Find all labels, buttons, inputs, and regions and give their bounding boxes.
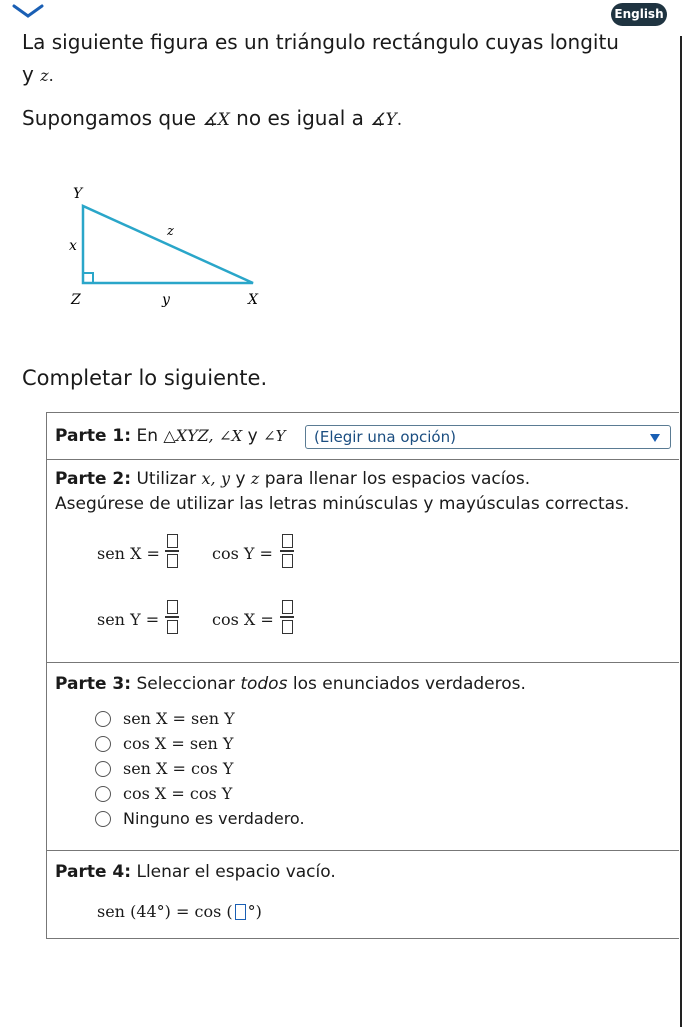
sen-y-fraction xyxy=(165,600,179,634)
part-4-title: Parte 4: xyxy=(55,862,132,882)
radio-circle[interactable] xyxy=(95,736,111,752)
vertex-label-Y: Y xyxy=(73,186,83,202)
option-label: sen X = cos Y xyxy=(123,759,234,778)
intro-period-2: . xyxy=(396,110,403,130)
intro-line-2 xyxy=(22,62,54,86)
vertex-label-X: X xyxy=(248,292,258,308)
part-3-text: Seleccionar xyxy=(136,674,235,694)
intro-angle-y: ∡Y xyxy=(370,110,397,130)
vertex-label-Z: Z xyxy=(71,292,81,308)
cos-x-numerator-box[interactable] xyxy=(282,600,293,614)
part-3-prompt xyxy=(55,674,526,694)
cos-x-label: cos X = xyxy=(212,610,274,629)
part-2-var-z: z xyxy=(250,469,260,488)
language-button[interactable]: English xyxy=(611,3,667,26)
fraction-bar xyxy=(280,550,294,552)
fraction-bar xyxy=(280,616,294,618)
part-2-var-x: x, xyxy=(201,469,216,488)
sen-x-fraction xyxy=(165,534,179,568)
question-panel xyxy=(46,412,679,939)
right-angle-marker xyxy=(83,273,93,283)
intro-angle-x: ∡X xyxy=(202,110,230,130)
part-2-y-word: y xyxy=(235,469,246,489)
part-1-triangle: △XYZ, xyxy=(163,426,214,445)
part-1-select[interactable] xyxy=(305,425,671,449)
part-1-prompt xyxy=(55,426,286,446)
angle-answer-box[interactable] xyxy=(235,904,246,920)
part-3-emphasis: todos xyxy=(240,674,288,694)
part-2-note: Asegúrese de utilizar las letras minúsculas y mayúsculas correctas. xyxy=(55,494,630,514)
part-3-title: Parte 3: xyxy=(55,674,132,694)
sen-y-label: sen Y = xyxy=(97,610,160,629)
triangle-shape xyxy=(83,206,253,283)
intro-line-1: La siguiente figura es un triángulo rectángulo cuyas longitu xyxy=(22,30,619,54)
radio-circle[interactable] xyxy=(95,811,111,827)
part-2-title: Parte 2: xyxy=(55,469,132,489)
option-label: sen X = sen Y xyxy=(123,709,235,728)
intro-var-z: z xyxy=(40,66,49,85)
sen-x-label: sen X = xyxy=(97,544,160,563)
side-label-z: z xyxy=(167,224,174,239)
sen-x-numerator-box[interactable] xyxy=(167,534,178,548)
fraction-bar xyxy=(165,550,179,552)
part-2-prompt xyxy=(55,469,530,489)
collapse-chevron-icon[interactable] xyxy=(10,2,46,20)
part-1 xyxy=(47,413,679,460)
side-label-x: x xyxy=(69,238,77,254)
part-4-prompt xyxy=(55,862,336,882)
cos-y-label: cos Y = xyxy=(212,544,273,563)
sen-y-denominator-box[interactable] xyxy=(167,620,178,634)
part-2-text-suffix: para llenar los espacios vacíos. xyxy=(264,469,531,489)
equation-left: sen (44°) = cos ( xyxy=(97,902,233,921)
radio-circle[interactable] xyxy=(95,761,111,777)
intro-text-a: Supongamos que xyxy=(22,106,197,130)
cos-y-fraction xyxy=(280,534,294,568)
part-2-var-y: y xyxy=(221,469,231,488)
radio-circle[interactable] xyxy=(95,786,111,802)
part-1-y-word: y xyxy=(247,426,258,446)
cos-y-numerator-box[interactable] xyxy=(282,534,293,548)
option-label: cos X = cos Y xyxy=(123,784,233,803)
intro-line-3 xyxy=(22,106,402,130)
sen-y-numerator-box[interactable] xyxy=(167,600,178,614)
cos-y-denominator-box[interactable] xyxy=(282,554,293,568)
option-label: Ninguno es verdadero. xyxy=(123,809,305,828)
complete-heading: Completar lo siguiente. xyxy=(22,366,268,390)
part-3-text-suffix: los enunciados verdaderos. xyxy=(292,674,526,694)
part-4-text: Llenar el espacio vacío. xyxy=(136,862,336,882)
part-4-equation xyxy=(97,902,262,921)
side-label-y: y xyxy=(162,292,170,308)
option-label: cos X = sen Y xyxy=(123,734,234,753)
cos-x-fraction xyxy=(280,600,294,634)
dropdown-caret-icon xyxy=(650,434,660,442)
intro-y-word: y xyxy=(22,62,34,86)
right-triangle-figure xyxy=(55,180,275,310)
part-2 xyxy=(47,459,679,663)
part-4 xyxy=(47,850,679,938)
fraction-bar xyxy=(165,616,179,618)
part-2-text: Utilizar xyxy=(136,469,197,489)
part-1-text: En xyxy=(136,426,158,446)
part-1-angle-x: ∠X xyxy=(218,427,243,445)
sen-x-denominator-box[interactable] xyxy=(167,554,178,568)
part-3 xyxy=(47,662,679,851)
radio-circle[interactable] xyxy=(95,711,111,727)
part-1-angle-y: ∠Y xyxy=(263,427,286,445)
cos-x-denominator-box[interactable] xyxy=(282,620,293,634)
right-divider xyxy=(680,36,682,1027)
intro-period: . xyxy=(48,66,54,85)
equation-right: °) xyxy=(247,902,262,921)
part-1-select-value: (Elegir una opción) xyxy=(314,428,456,446)
part-1-title: Parte 1: xyxy=(55,426,132,446)
intro-text-b: no es igual a xyxy=(236,106,364,130)
